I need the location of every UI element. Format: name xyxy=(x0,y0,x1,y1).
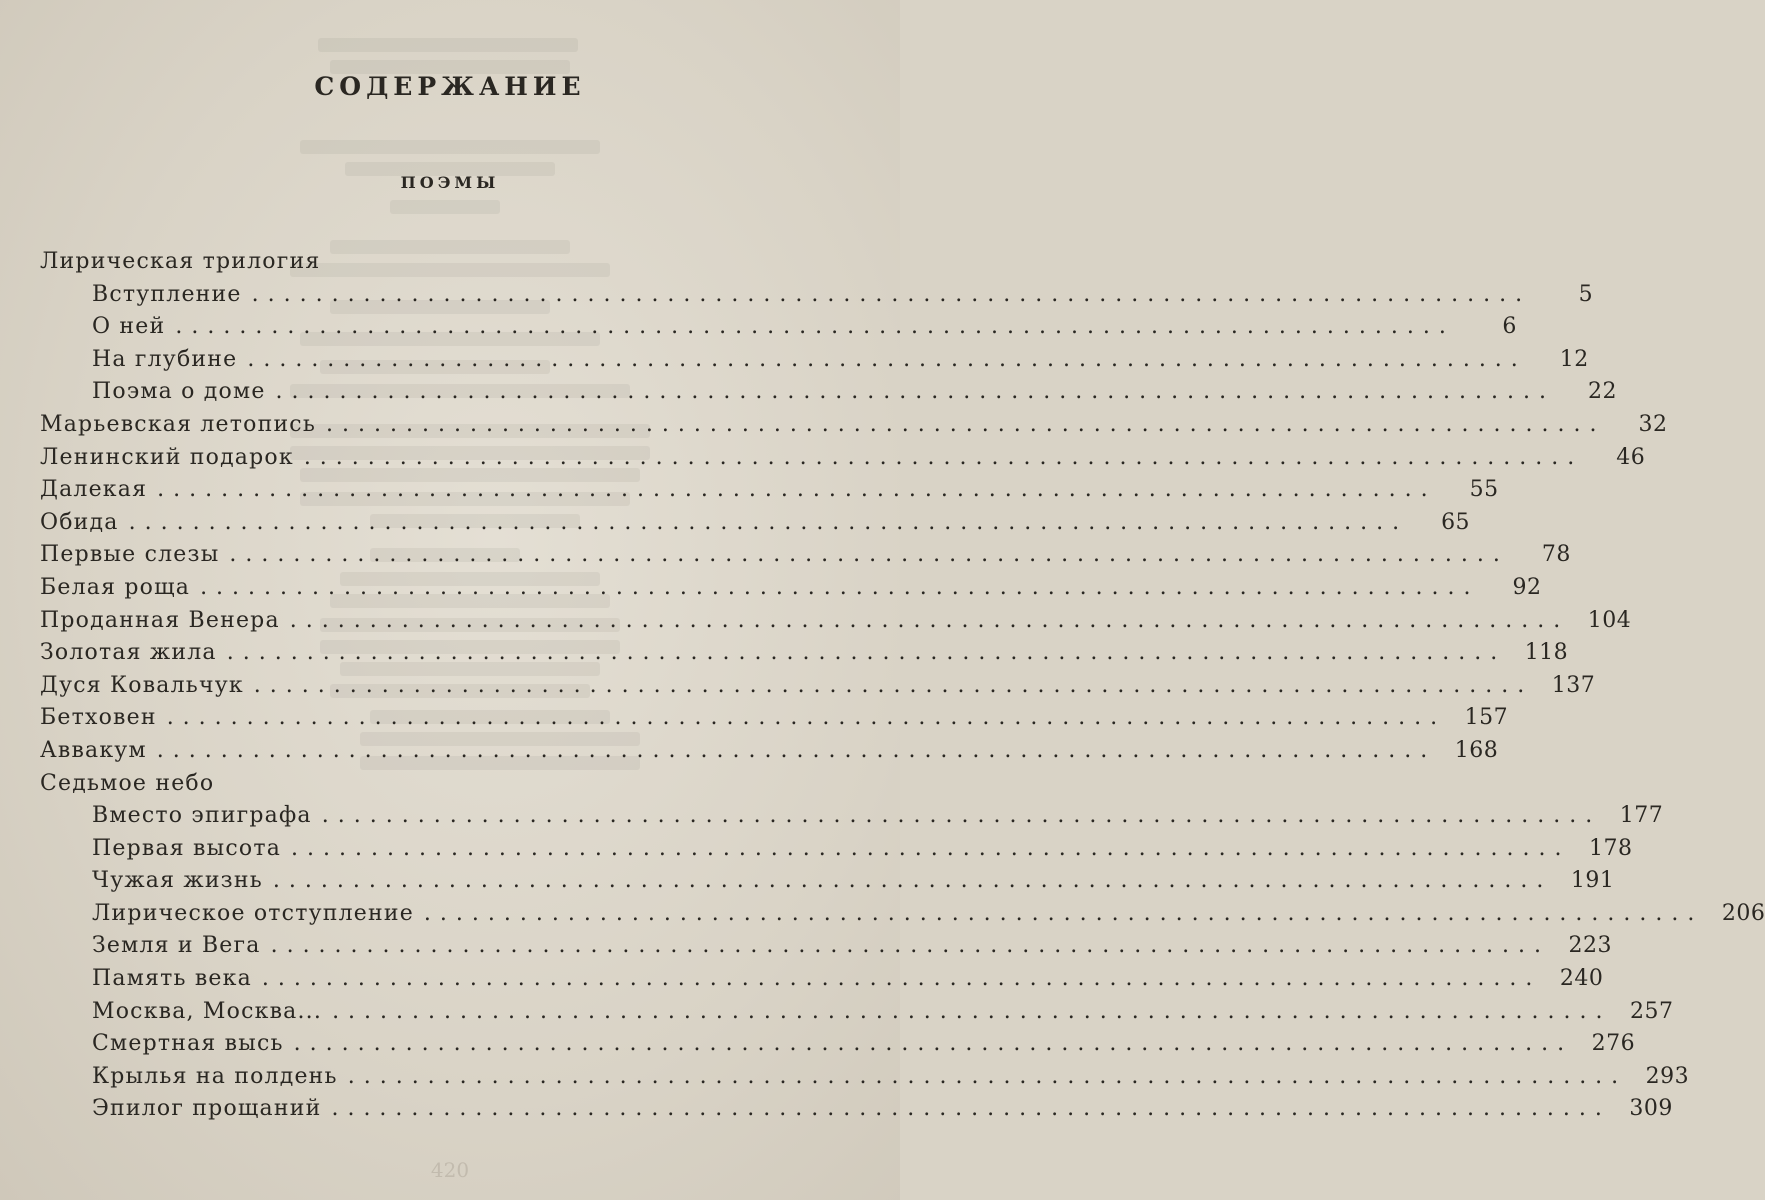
toc-entry-title: Земля и Вега xyxy=(92,933,261,959)
dot-leader: ................................................................................ xyxy=(331,1096,1611,1122)
toc-entry-page: 5 xyxy=(1578,281,1594,307)
dot-leader: ................................................................................ xyxy=(200,574,1480,600)
toc-entry xyxy=(40,311,1517,344)
dot-leader: ................................................................................ xyxy=(321,803,1602,829)
toc-entry-page: 118 xyxy=(1524,640,1569,666)
toc-entry xyxy=(40,507,1471,540)
dot-leader: ................................................................................ xyxy=(332,998,1612,1024)
dot-leader: ................................................................................ xyxy=(275,379,1555,405)
toc-entry-page: 206 xyxy=(1721,900,1765,926)
toc-entry-title: Лирическая трилогия xyxy=(40,249,321,274)
toc-entry-page: 309 xyxy=(1629,1096,1673,1122)
toc-entry xyxy=(40,898,1765,931)
toc-entry-page: 78 xyxy=(1541,542,1571,568)
toc-entry-title: Эпилог прощаний xyxy=(92,1096,322,1122)
dot-leader: ................................................................................ xyxy=(347,1063,1628,1089)
dot-leader: ................................................................................ xyxy=(293,1031,1574,1057)
toc-entry-page: 32 xyxy=(1638,411,1668,437)
dot-leader: ................................................................................ xyxy=(289,607,1570,633)
dot-leader: ................................................................................ xyxy=(247,346,1527,372)
toc-entry-title: Москва, Москва... xyxy=(92,998,323,1024)
dot-leader: ................................................................................ xyxy=(166,705,1447,731)
toc-entry-page: 223 xyxy=(1568,933,1613,959)
toc-entry xyxy=(40,702,1509,735)
toc-entry-title: Лирическое отступление xyxy=(92,900,414,926)
toc-entry-page: 55 xyxy=(1469,477,1499,503)
toc-entry xyxy=(40,996,1674,1029)
toc-entry-title: Золотая жила xyxy=(40,640,217,666)
toc-entry-title: Первые слезы xyxy=(40,542,220,568)
toc-entry xyxy=(40,376,1617,409)
toc-entry xyxy=(40,768,830,801)
dot-leader: ................................................................................ xyxy=(261,966,1542,992)
toc-entry-title: На глубине xyxy=(92,346,238,372)
toc-entry xyxy=(40,865,1615,898)
toc-entry xyxy=(40,279,1594,312)
toc-entry-title: Память века xyxy=(92,966,252,992)
toc-entry xyxy=(40,963,1604,996)
toc-entry-page: 168 xyxy=(1454,737,1499,763)
toc-entry xyxy=(40,442,1646,475)
table-of-contents xyxy=(40,246,1765,1126)
dot-leader: ................................................................................ xyxy=(326,411,1606,437)
toc-entry-page: 257 xyxy=(1630,998,1674,1024)
section-heading-poems: ПОЭМЫ xyxy=(400,173,500,192)
toc-entry-title: Вступление xyxy=(92,281,242,307)
toc-entry-page: 137 xyxy=(1551,672,1596,698)
toc-entry xyxy=(40,605,1632,638)
toc-entry xyxy=(40,637,1569,670)
toc-entry-title: Проданная Венера xyxy=(40,607,280,633)
toc-entry-page: 92 xyxy=(1512,574,1542,600)
dot-leader: ................................................................................ xyxy=(229,542,1509,568)
toc-entry-title: Далекая xyxy=(40,477,148,503)
toc-entry-title: Вместо эпиграфа xyxy=(92,803,312,829)
dot-leader: ................................................................................ xyxy=(157,477,1437,503)
toc-entry xyxy=(40,670,1596,703)
toc-entry-page: 6 xyxy=(1502,314,1517,340)
page-number-show-through: 420 xyxy=(430,1158,470,1182)
toc-entry-page: 276 xyxy=(1591,1031,1636,1057)
dot-leader: ................................................................................ xyxy=(253,672,1534,698)
toc-entry-title: Бетховен xyxy=(40,705,157,731)
dot-leader: ................................................................................ xyxy=(175,314,1455,340)
toc-entry xyxy=(40,800,1664,833)
contents-heading: СОДЕРЖАНИЕ xyxy=(314,72,586,101)
toc-entry xyxy=(40,1093,1673,1126)
toc-entry-title: Чужая жизнь xyxy=(92,868,263,894)
toc-entry-title: Первая высота xyxy=(92,835,282,861)
toc-entry-title: Аввакум xyxy=(40,737,147,763)
toc-entry-title: Поэма о доме xyxy=(92,379,266,405)
toc-entry-title: Ленинский подарок xyxy=(40,444,294,470)
toc-entry xyxy=(40,930,1613,963)
toc-entry xyxy=(40,1061,1690,1094)
dot-leader: ................................................................................ xyxy=(423,900,1704,926)
toc-entry-title: О ней xyxy=(92,314,166,340)
toc-entry xyxy=(40,539,1571,572)
dot-leader: ................................................................................ xyxy=(272,868,1553,894)
toc-entry-page: 240 xyxy=(1559,966,1604,992)
dot-leader: ................................................................................ xyxy=(291,835,1571,861)
toc-entry-page: 191 xyxy=(1570,868,1615,894)
dot-leader: ................................................................................ xyxy=(226,640,1507,666)
dot-leader: ................................................................................ xyxy=(303,444,1584,470)
toc-entry-page: 65 xyxy=(1441,509,1471,535)
toc-entry-page: 104 xyxy=(1587,607,1632,633)
toc-entry xyxy=(40,1028,1636,1061)
toc-entry-title: Седьмое небо xyxy=(40,770,215,796)
dot-leader: ................................................................................ xyxy=(128,509,1409,535)
toc-entry-page: 293 xyxy=(1645,1063,1690,1089)
toc-entry-title: Марьевская летопись xyxy=(40,411,317,437)
toc-entry-title: Смертная высь xyxy=(92,1031,284,1057)
toc-entry-page: 22 xyxy=(1588,379,1617,405)
toc-entry-title: Дуся Ковальчук xyxy=(40,672,244,698)
toc-entry xyxy=(40,474,1499,507)
toc-entry-page: 177 xyxy=(1619,803,1664,829)
toc-entry xyxy=(40,735,1499,768)
toc-entry-page: 12 xyxy=(1559,346,1589,372)
dot-leader: ................................................................................ xyxy=(251,281,1532,307)
toc-entry xyxy=(40,409,1668,442)
dot-leader: ................................................................................ xyxy=(270,933,1551,959)
toc-entry xyxy=(40,833,1633,866)
toc-entry-title: Крылья на полдень xyxy=(92,1063,338,1089)
toc-entry-page: 178 xyxy=(1588,835,1633,861)
toc-entry-title: Белая роща xyxy=(40,574,191,600)
toc-entry-page: 157 xyxy=(1464,705,1509,731)
toc-entry-title: Обида xyxy=(40,509,119,535)
toc-entry xyxy=(40,344,1589,377)
toc-entry xyxy=(40,572,1542,605)
dot-leader: ................................................................................ xyxy=(156,737,1437,763)
toc-entry xyxy=(40,246,830,279)
toc-entry-page: 46 xyxy=(1616,444,1646,470)
